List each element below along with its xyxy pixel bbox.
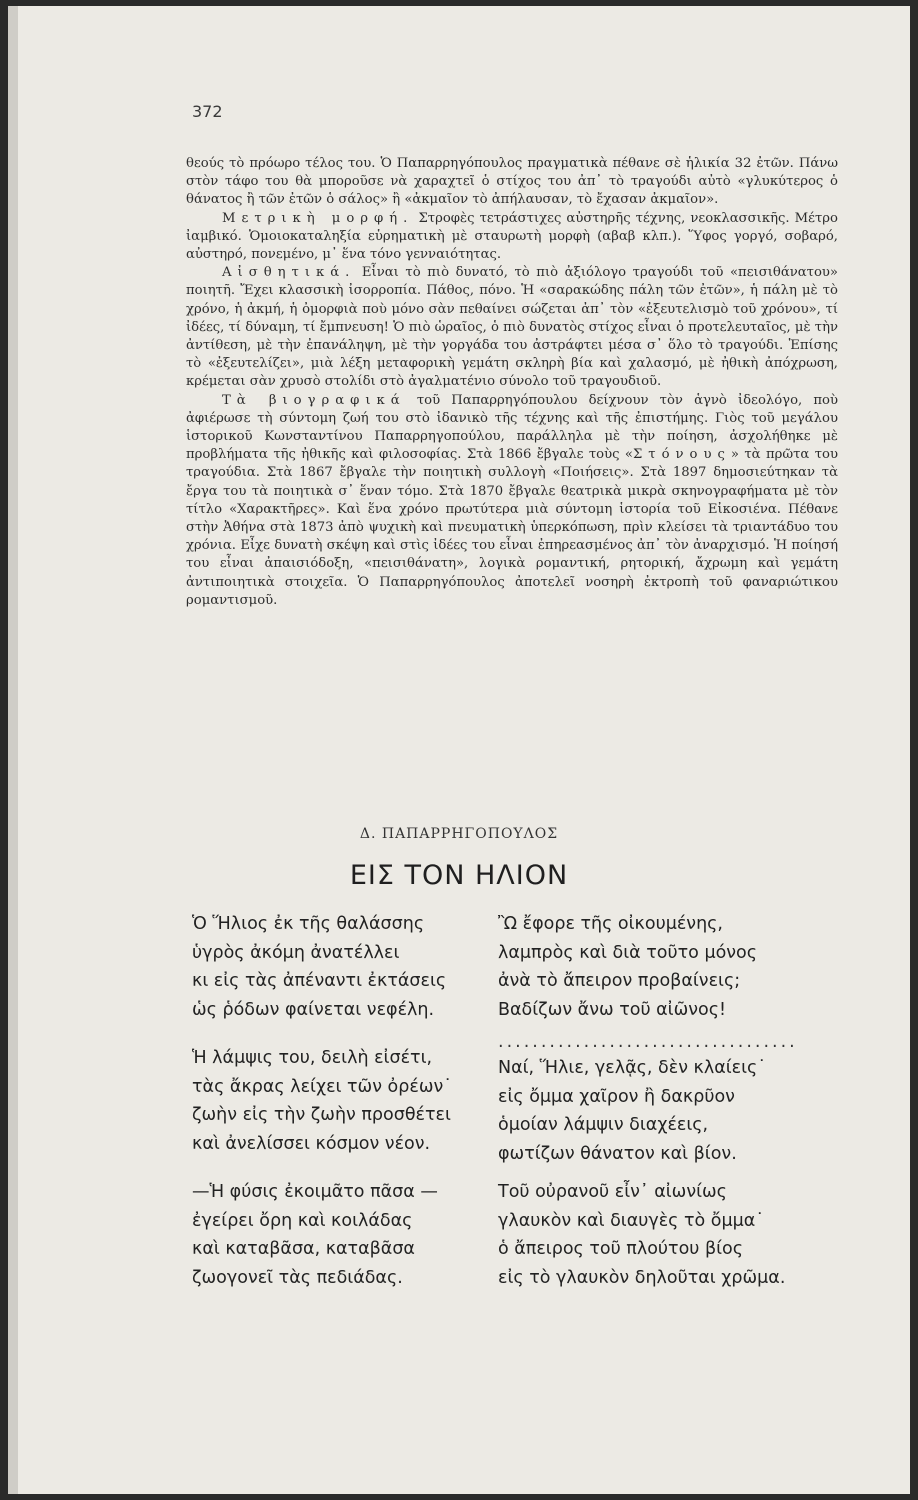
- poem-column-left: [192, 910, 492, 1312]
- poem-line: ὁμοίαν λάμψιν διαχέεις,: [498, 1115, 709, 1135]
- poem-line: γλαυκὸν καὶ διαυγὲς τὸ ὄμμα˙: [498, 1210, 765, 1231]
- stanza-3: [192, 1178, 492, 1292]
- poem-line: φωτίζων θάνατον καὶ βίον.: [498, 1143, 737, 1164]
- stanza-5: [498, 1054, 838, 1168]
- poem-line: ὡς ῥόδων φαίνεται νεφέλη.: [192, 999, 435, 1020]
- poem-line: Βαδίζων ἄνω τοῦ αἰῶνος!: [498, 999, 727, 1020]
- section-heading-meter: Μετρικὴ μορφή.: [222, 210, 414, 226]
- poem-line: ἀνὰ τὸ ἄπειρον προβαίνεις;: [498, 971, 741, 991]
- poem-line: εἰς τὸ γλαυκὸν δηλοῦται χρῶμα.: [498, 1267, 786, 1288]
- poem-column-right: [498, 910, 838, 1312]
- poem-line: καὶ καταβᾶσα, καταβᾶσα: [192, 1239, 415, 1259]
- ellipsis-divider: ...................................: [498, 1032, 798, 1052]
- commentary-text: [186, 155, 838, 610]
- section-heading-aesthetics: Αἰσθητικά.: [222, 265, 356, 281]
- poem-line: κι εἰς τὰς ἀπέναντι ἐκτάσεις: [192, 971, 447, 991]
- stanza-6: [498, 1178, 838, 1292]
- paragraph-meter: [186, 210, 838, 265]
- poem-line: τὰς ἄκρας λείχει τῶν ὀρέων˙: [192, 1076, 453, 1097]
- poem-line: Ναί, Ἥλιε, γελᾷς, δὲν κλαίεις˙: [498, 1058, 767, 1078]
- page-number: 372: [192, 102, 223, 121]
- poem-line: Ὁ Ἥλιος ἐκ τῆς θαλάσσης: [192, 914, 425, 934]
- poem-line: ὑγρὸς ἀκόμη ἀνατέλλει: [192, 942, 400, 963]
- section-heading-biography: Τὰ βιογραφικά: [222, 392, 406, 408]
- stanza-4: [498, 910, 838, 1024]
- poem-title: ΕΙΣ ΤΟΝ ΗΛΙΟΝ: [349, 860, 569, 891]
- poem-line: λαμπρὸς καὶ διὰ τοῦτο μόνος: [498, 942, 758, 963]
- poem-line: καὶ ἀνελίσσει κόσμον νέον.: [192, 1133, 431, 1154]
- poem-line: Ὢ ἔφορε τῆς οἰκουμένης,: [498, 914, 723, 934]
- poem-line: ὁ ἄπειρος τοῦ πλούτου βίος: [498, 1239, 744, 1259]
- paragraph-text: Στροφὲς τετράστιχες αὐστηρῆς τέχνης, νεοκλασσικῆς. Μέτρο ἰαμβικό. Ὁμοιοκαταληξία εὑρηματικὴ μὲ σταυρωτὴ μορφὴ (αβαβ κλπ.). Ὕφος γοργό, σοβαρό, αὐστηρό, πονεμένο, μ᾿ ἕνα τόνο γενναιότητας.: [186, 210, 838, 263]
- poem-line: Τοῦ οὐρανοῦ εἶν᾿ αἰωνίως: [498, 1182, 727, 1202]
- stanza-2: [192, 1044, 492, 1158]
- paragraph-biography: [186, 392, 838, 610]
- paragraph-text: θεούς τὸ πρόωρο τέλος του. Ὁ Παπαρρηγόπουλος πραγματικὰ πέθανε σὲ ἡλικία 32 ἐτῶν. Πάνω στὸν τάφο του θὰ μποροῦσε νὰ χαραχτεῖ ὁ στίχος του ἀπ᾿ τὸ τραγούδι αὐτὸ «γλυκύτερος ὁ θάνατος ἢ τῶν ἐτῶν ὁ σάλος» ἢ «ἀκμαῖον τὸ ἀπήλαυσαν, τὸ ἔχασαν ἀκμαῖον».: [186, 156, 838, 208]
- paragraph-text: » τὰ πρῶτα του τραγούδια. Στὰ 1867 ἔβγαλε τὴν ποιητικὴ συλλογὴ «Ποιήσεις». Στὰ 1897 δημοσιεύτηκαν τὰ ἔργα του τὰ ποιητικὰ σ᾿ ἕναν τόμο. Στὰ 1870 ἔβγαλε θεατρικὰ μικρὰ σκηνογραφήματα μὲ τὸν τίτλο «Χαρακτῆρες». Καὶ ἕνα χρόνο πρωτύτερα μιὰ σύντομη ἱστορία τοῦ Εἰκοσιένα. Πέθανε στὴν Ἀθήνα στὰ 1873 ἀπὸ ψυχικὴ καὶ πνευματικὴ ὑπερκόπωση, πρὶν κλείσει τὰ τριαντάδυο του χρόνια. Εἶχε δυνατὴ σκέψη καὶ στὶς ἰδέες του εἶναι ἐπηρεασμένος ἀπ᾿ τὸν ἀναρχισμό. Ἡ ποίησή του εἶναι ἀπαισιόδοξη, «πεισιθάνατη», λογικὰ ρομαντική, ρητορική, ἄχρωμη καὶ γεμάτη ἀντιποιητικὰ στοιχεῖα. Ὁ Παπαρρηγόπουλος ἀποτελεῖ νοσηρὴ ἐκτροπὴ τοῦ φαναριώτικου ρομαντισμοῦ.: [186, 447, 838, 608]
- poem-line: ζωογονεῖ τὰς πεδιάδας.: [192, 1267, 403, 1288]
- stanza-1: [192, 910, 492, 1024]
- paragraph-aesthetics: [186, 264, 838, 391]
- poem-line: εἰς ὄμμα χαῖρον ἢ δακρῦον: [498, 1086, 735, 1107]
- work-title-stonous: Στόνους: [632, 447, 731, 463]
- poem-author: Δ. ΠΑΠΑΡΡΗΓΟΠΟΥΛΟΣ: [359, 826, 559, 842]
- poem-line: ζωὴν εἰς τὴν ζωὴν προσθέτει: [192, 1105, 451, 1125]
- poem-line: Ἡ λάμψις του, δειλὴ εἰσέτι,: [192, 1048, 433, 1068]
- poem-line: ἐγείρει ὄρη καὶ κοιλάδας: [192, 1210, 413, 1231]
- poem-line: —Ἡ φύσις ἐκοιμᾶτο πᾶσα —: [192, 1182, 438, 1202]
- paragraph-text: τοῦ Παπαρρηγόπουλου δείχνουν τὸν ἁγνὸ ἰδεολόγο, ποὺ ἀφιέρωσε τὴ σύντομη ζωή του στὸ ἰδανικὸ τῆς τέχνης καὶ τῆς ἐπιστήμης. Γιὸς τοῦ μεγάλου ἱστορικοῦ Κωνσταντίνου Παπαρρηγοπούλου, παράλληλα μὲ τὴν ποίηση, ἀσχολήθηκε μὲ προβλήματα τῆς ἠθικῆς καὶ φιλοσοφίας. Στὰ 1866 ἔβγαλε τοὺς «: [186, 392, 838, 463]
- paragraph-text: Εἶναι τὸ πιὸ δυνατό, τὸ πιὸ ἀξιόλογο τραγούδι τοῦ «πεισιθάνατου» ποιητῆ. Ἔχει κλασσικὴ ἰσορροπία. Πάθος, πόνο. Ἡ «σαρακώδης πάλη τῶν ἐτῶν», ἡ πάλη μὲ τὸ χρόνο, ἡ ἀκμή, ἡ ὀμορφιὰ ποὺ μόνο σὰν πεθαίνει σώζεται ἀπ᾿ τὸν «ἐξευτελισμὸ τοῦ χρόνου», τί ἰδέες, τί δύναμη, τί ἔμπνευση! Ὁ πιὸ ὡραῖος, ὁ πιὸ δυνατὸς στίχος εἶναι ὁ προτελευταῖος, μὲ τὴν ἀντίθεση, μὲ τὴν ἐπανάληψη, μὲ τὴν γοργάδα του ἀστράφτει μέσα σ᾿ ὅλο τὸ τραγούδι. Ἐπίσης τὸ «ἐξευτελίζει», μιὰ λέξη μεταφορικὴ γεμάτη σκληρὴ βία καὶ χαλασμό, μὲ ἠθικὴ ἀπόχρωση, κρέμεται σὰν χρυσὸ στολίδι στὸ ἀγαλματένιο σύνολο τοῦ τραγουδιοῦ.: [186, 265, 838, 390]
- paragraph-ending: [186, 155, 838, 210]
